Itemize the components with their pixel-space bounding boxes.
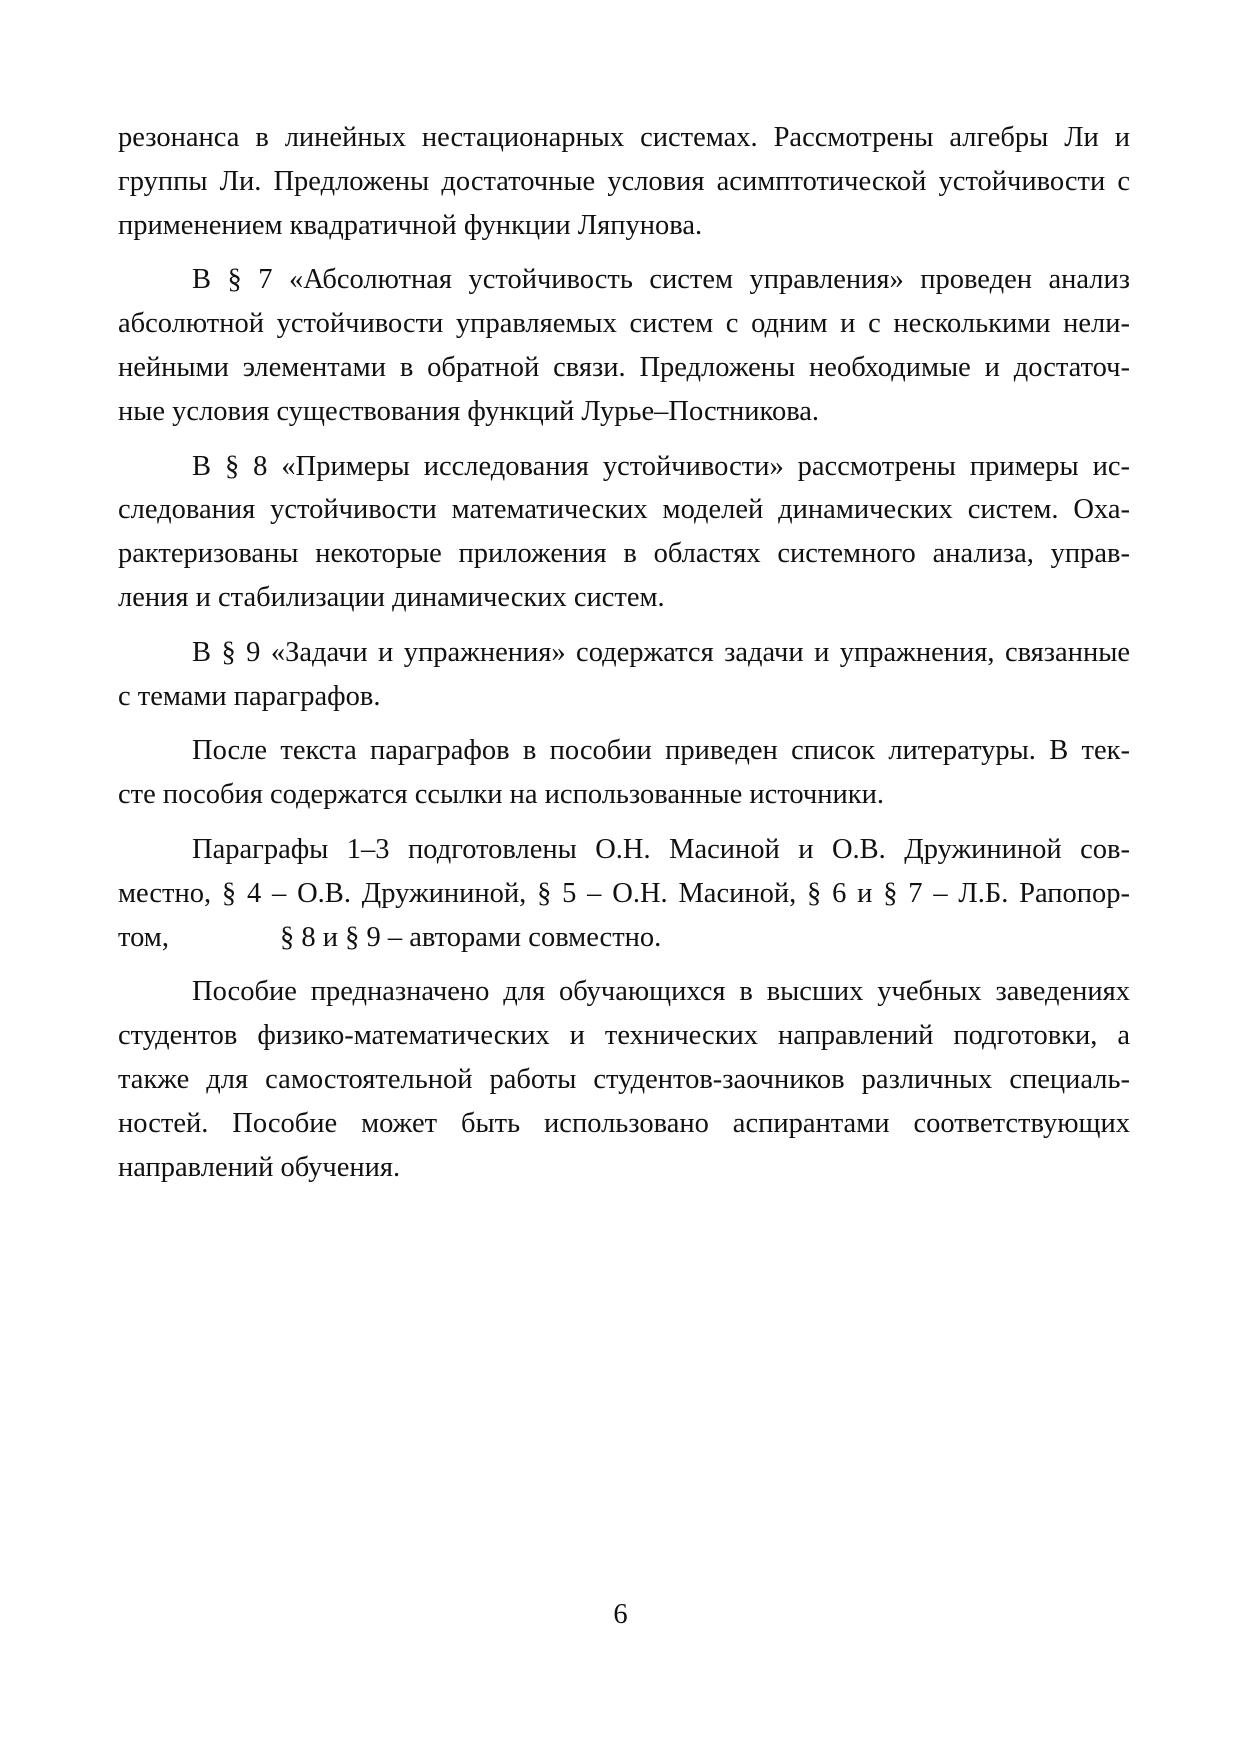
text-line: направлений обучения. (118, 1151, 401, 1183)
paragraph-4 (118, 631, 1130, 719)
text-line: ления и стабилизации динамических систем. (118, 581, 665, 613)
text-line: сте пособия содержатся ссылки на использованные источники. (118, 779, 884, 811)
text-line: рактеризованы некоторые приложения в областях системного анализа, управ- (118, 538, 1130, 570)
paragraph-5 (118, 729, 1130, 817)
paragraph-1 (118, 116, 1130, 247)
text-line: применением квадратичной функции Ляпунова. (118, 209, 703, 241)
text-line: нейными элементами в обратной связи. Предложены необходимые и достаточ- (118, 351, 1130, 383)
text-line: ные условия существования функций Лурье–Постникова. (118, 395, 820, 427)
text-line: резонанса в линейных нестационарных системах. Рассмотрены алгебры Ли и (118, 122, 1130, 153)
text-line: В § 8 «Примеры исследования устойчивости» рассмотрены примеры ис- (192, 450, 1130, 482)
text-line: также для самостоятельной работы студентов-заочников различных специаль- (118, 1063, 1130, 1095)
paragraph-7 (118, 970, 1130, 1189)
paragraph-3 (118, 445, 1130, 620)
text-line: местно, § 4 – О.В. Дружининой, § 5 – О.Н. Масиной, § 6 и § 7 – Л.Б. Рапопор- (118, 877, 1130, 909)
text-fragment: том, (118, 921, 169, 953)
text-line: с темами параграфов. (118, 680, 381, 712)
text-line: В § 9 «Задачи и упражнения» содержатся задачи и упражнения, связанные (192, 636, 1130, 668)
text-line: Параграфы 1–3 подготовлены О.Н. Масиной и О.В. Дружининой сов- (192, 833, 1130, 865)
text-line (118, 916, 1130, 960)
body-text (118, 116, 1130, 1189)
text-fragment: § 8 и § 9 – авторами совместно. (280, 921, 662, 953)
text-line: группы Ли. Предложены достаточные условия асимптотической устойчивости с (118, 165, 1130, 197)
text-line: После текста параграфов в пособии приведен список литературы. В тек- (192, 735, 1130, 767)
text-line: Пособие предназначено для обучающихся в высших учебных заведениях (192, 976, 1130, 1008)
text-line: следования устойчивости математических моделей динамических систем. Оха- (118, 494, 1130, 526)
text-line: абсолютной устойчивости управляемых систем с одним и с несколькими нели- (118, 308, 1130, 340)
text-line: студентов физико-математических и технических направлений подготовки, а (118, 1020, 1130, 1052)
text-line: В § 7 «Абсолютная устойчивость систем управления» проведен анализ (192, 264, 1130, 296)
text-line: ностей. Пособие может быть использовано аспирантами соответствующих (118, 1107, 1130, 1139)
page-number: 6 (613, 1599, 628, 1630)
paragraph-2 (118, 258, 1130, 433)
paragraph-6 (118, 828, 1130, 959)
